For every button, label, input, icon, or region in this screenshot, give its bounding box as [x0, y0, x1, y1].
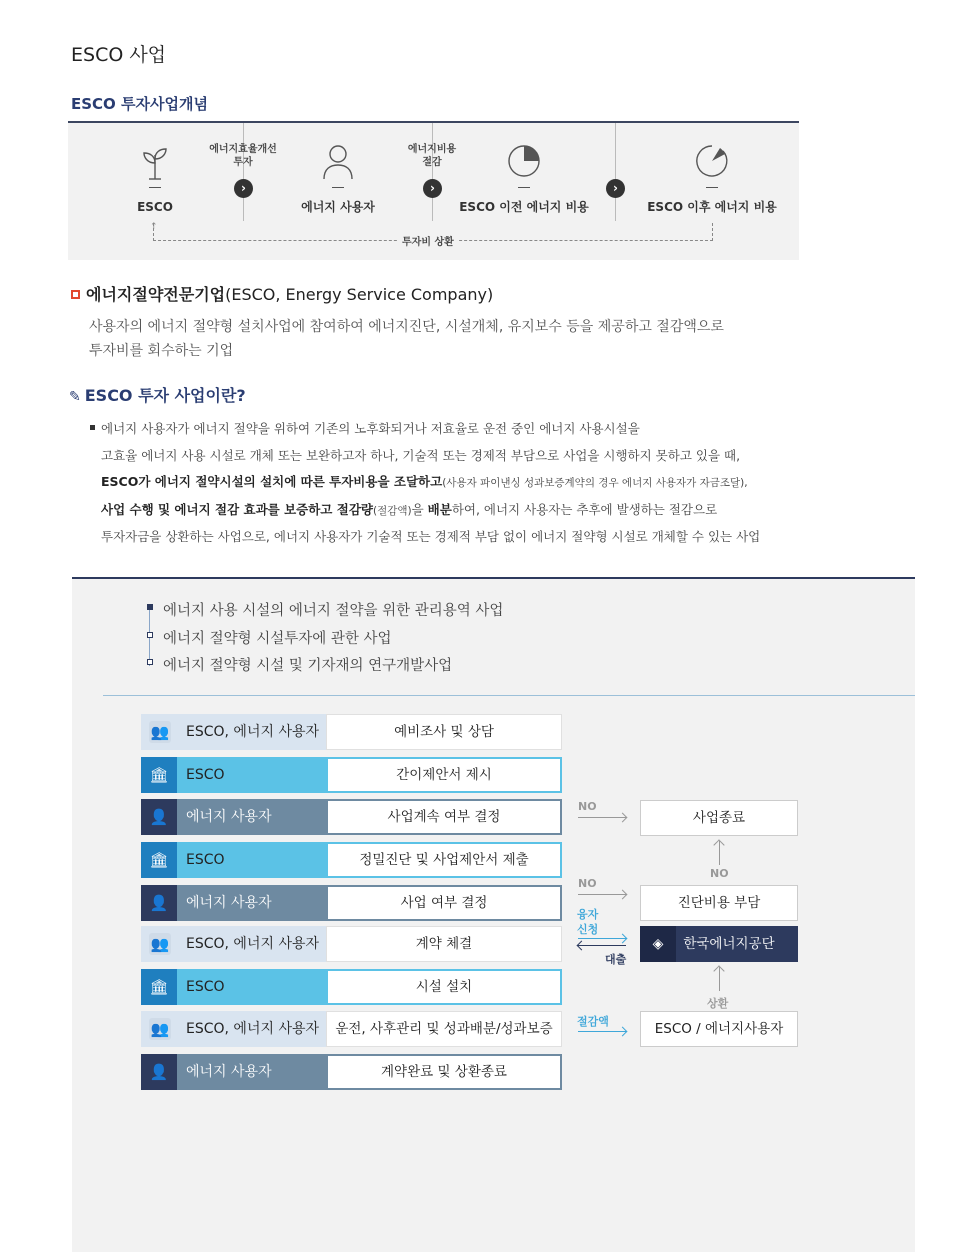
pencil-icon: ✎ [69, 389, 81, 405]
pie-chart-reduced-icon [692, 141, 732, 181]
what-heading: ✎ ESCO 투자 사업이란? [69, 386, 246, 405]
no-label: NO [710, 867, 729, 880]
esco-concept-diagram [68, 121, 799, 260]
concept-arrow-caption: 에너지효율개선 투자 [209, 144, 277, 168]
section-subtitle: ESCO 투자사업개념 [71, 95, 208, 113]
pie-chart-icon [504, 141, 544, 181]
loan-label: 대출 [605, 953, 627, 966]
arrow-right-icon [578, 1031, 626, 1032]
process-step: 👤 에너지 사용자 사업계속 여부 결정 [141, 799, 562, 835]
definition-heading: 에너지절약전문기업(ESCO, Energy Service Company) [71, 282, 493, 305]
loan-apply-label: 신청 [577, 923, 599, 936]
process-step: 🏛 ESCO 시설 설치 [141, 969, 562, 1005]
concept-stage-label: ESCO 이후 에너지 비용 [647, 200, 777, 214]
list-item: 에너지 절약형 시설투자에 관한 사업 [147, 627, 503, 655]
no-label: NO [578, 800, 597, 813]
page-title: ESCO 사업 [71, 44, 167, 66]
arrow-up-icon: ↑ [150, 222, 158, 232]
what-body: 에너지 사용자가 에너지 절약을 위하여 기존의 노후화되거나 저효율로 운전 중인 에너지 사용시설을 고효율 에너지 사용 시설로 개체 또는 보완하고자 하나, 기술적 또는 경제적 부담으로 사업을 시행하지 못하고 있을 때, ESCO가 에너지 절약시설의 설치에 따른 투자비용을 조달하고(사용자 파이낸싱 성과보증계약의 경우 에너지 사용자가 자금조달), 사업 수행 및 에너지 절감 효과를 보증하고 절감량(절감액)을 배분하여, 에너지 사용자는 추후에 발생하는 절감으로 투자자금을 상환하는 사업으로, 에너지 사용자가 기술적 또는 경제적 부담 없이 에너지 절약형 시설로 개체할 수 있는 사업 [90, 416, 810, 551]
arrow-left-icon [578, 945, 626, 946]
concept-stage-before [434, 141, 614, 215]
process-step: 👤 에너지 사용자 계약완료 및 상환종료 [141, 1054, 562, 1090]
concept-stage-label: ESCO 이전 에너지 비용 [459, 200, 589, 214]
process-step: 👥 ESCO, 에너지 사용자 예비조사 및 상담 [141, 714, 562, 750]
loan-apply-label: 융자 [577, 908, 599, 921]
users-icon: 👥 [150, 723, 170, 741]
bank-icon: 🏛 [141, 757, 177, 793]
concept-stage-label: ESCO [137, 200, 173, 214]
arrow-right-icon [578, 817, 626, 818]
chevron-right-icon: › [234, 179, 253, 198]
concept-stage-after [622, 141, 802, 215]
concept-arrow-caption: 에너지비용 절감 [407, 144, 457, 168]
list-item: 에너지 사용 시설의 에너지 절약을 위한 관리용역 사업 [147, 599, 503, 627]
square-bullet-icon [71, 290, 80, 299]
repayment-label: 투자비 상환 [398, 233, 458, 248]
arrow-right-icon [578, 894, 626, 895]
diagnosis-cost-box: 진단비용 부담 [640, 885, 798, 921]
chevron-right-icon: › [606, 179, 625, 198]
bank-icon: 🏛 [141, 969, 177, 1005]
user-icon: 👤 [141, 1054, 177, 1090]
process-step: 🏛 ESCO 간이제안서 제시 [141, 757, 562, 793]
user-icon [318, 141, 358, 181]
kea-box: ◈ 한국에너지공단 [640, 926, 798, 962]
scope-list [147, 599, 503, 682]
users-icon: 👥 [150, 1020, 170, 1038]
chevron-right-icon: › [423, 179, 442, 198]
arrow-up-icon [719, 967, 720, 991]
definition-body: 사용자의 에너지 절약형 설치사업에 참여하여 에너지진단, 시설개체, 유지보수 등을 제공하고 절감액으로 투자비를 회수하는 기업 [89, 319, 724, 359]
no-label: NO [578, 877, 597, 890]
arrow-up-icon [719, 841, 720, 865]
bank-icon: 🏛 [141, 842, 177, 878]
users-icon: 👥 [150, 935, 170, 953]
user-icon: 👤 [141, 885, 177, 921]
kea-logo-icon: ◈ [640, 926, 676, 962]
arrow-right-icon [578, 938, 626, 939]
process-step: 👤 에너지 사용자 사업 여부 결정 [141, 885, 562, 921]
sprout-icon [135, 141, 175, 181]
list-item: 에너지 절약형 시설 및 기자재의 연구개발사업 [147, 654, 503, 682]
concept-stage-label: 에너지 사용자 [301, 200, 375, 214]
process-panel [72, 577, 915, 1252]
user-icon: 👤 [141, 799, 177, 835]
savings-label: 절감액 [577, 1015, 609, 1028]
repay-label: 상환 [707, 997, 729, 1010]
process-step: 👥 ESCO, 에너지 사용자 계약 체결 [141, 926, 562, 962]
square-bullet-icon [90, 425, 95, 430]
repay-party-box: ESCO / 에너지사용자 [640, 1011, 798, 1047]
process-step: 👥 ESCO, 에너지 사용자 운전, 사후관리 및 성과배분/성과보증 [141, 1011, 562, 1047]
process-step: 🏛 ESCO 정밀진단 및 사업제안서 제출 [141, 842, 562, 878]
business-end-box: 사업종료 [640, 800, 798, 836]
